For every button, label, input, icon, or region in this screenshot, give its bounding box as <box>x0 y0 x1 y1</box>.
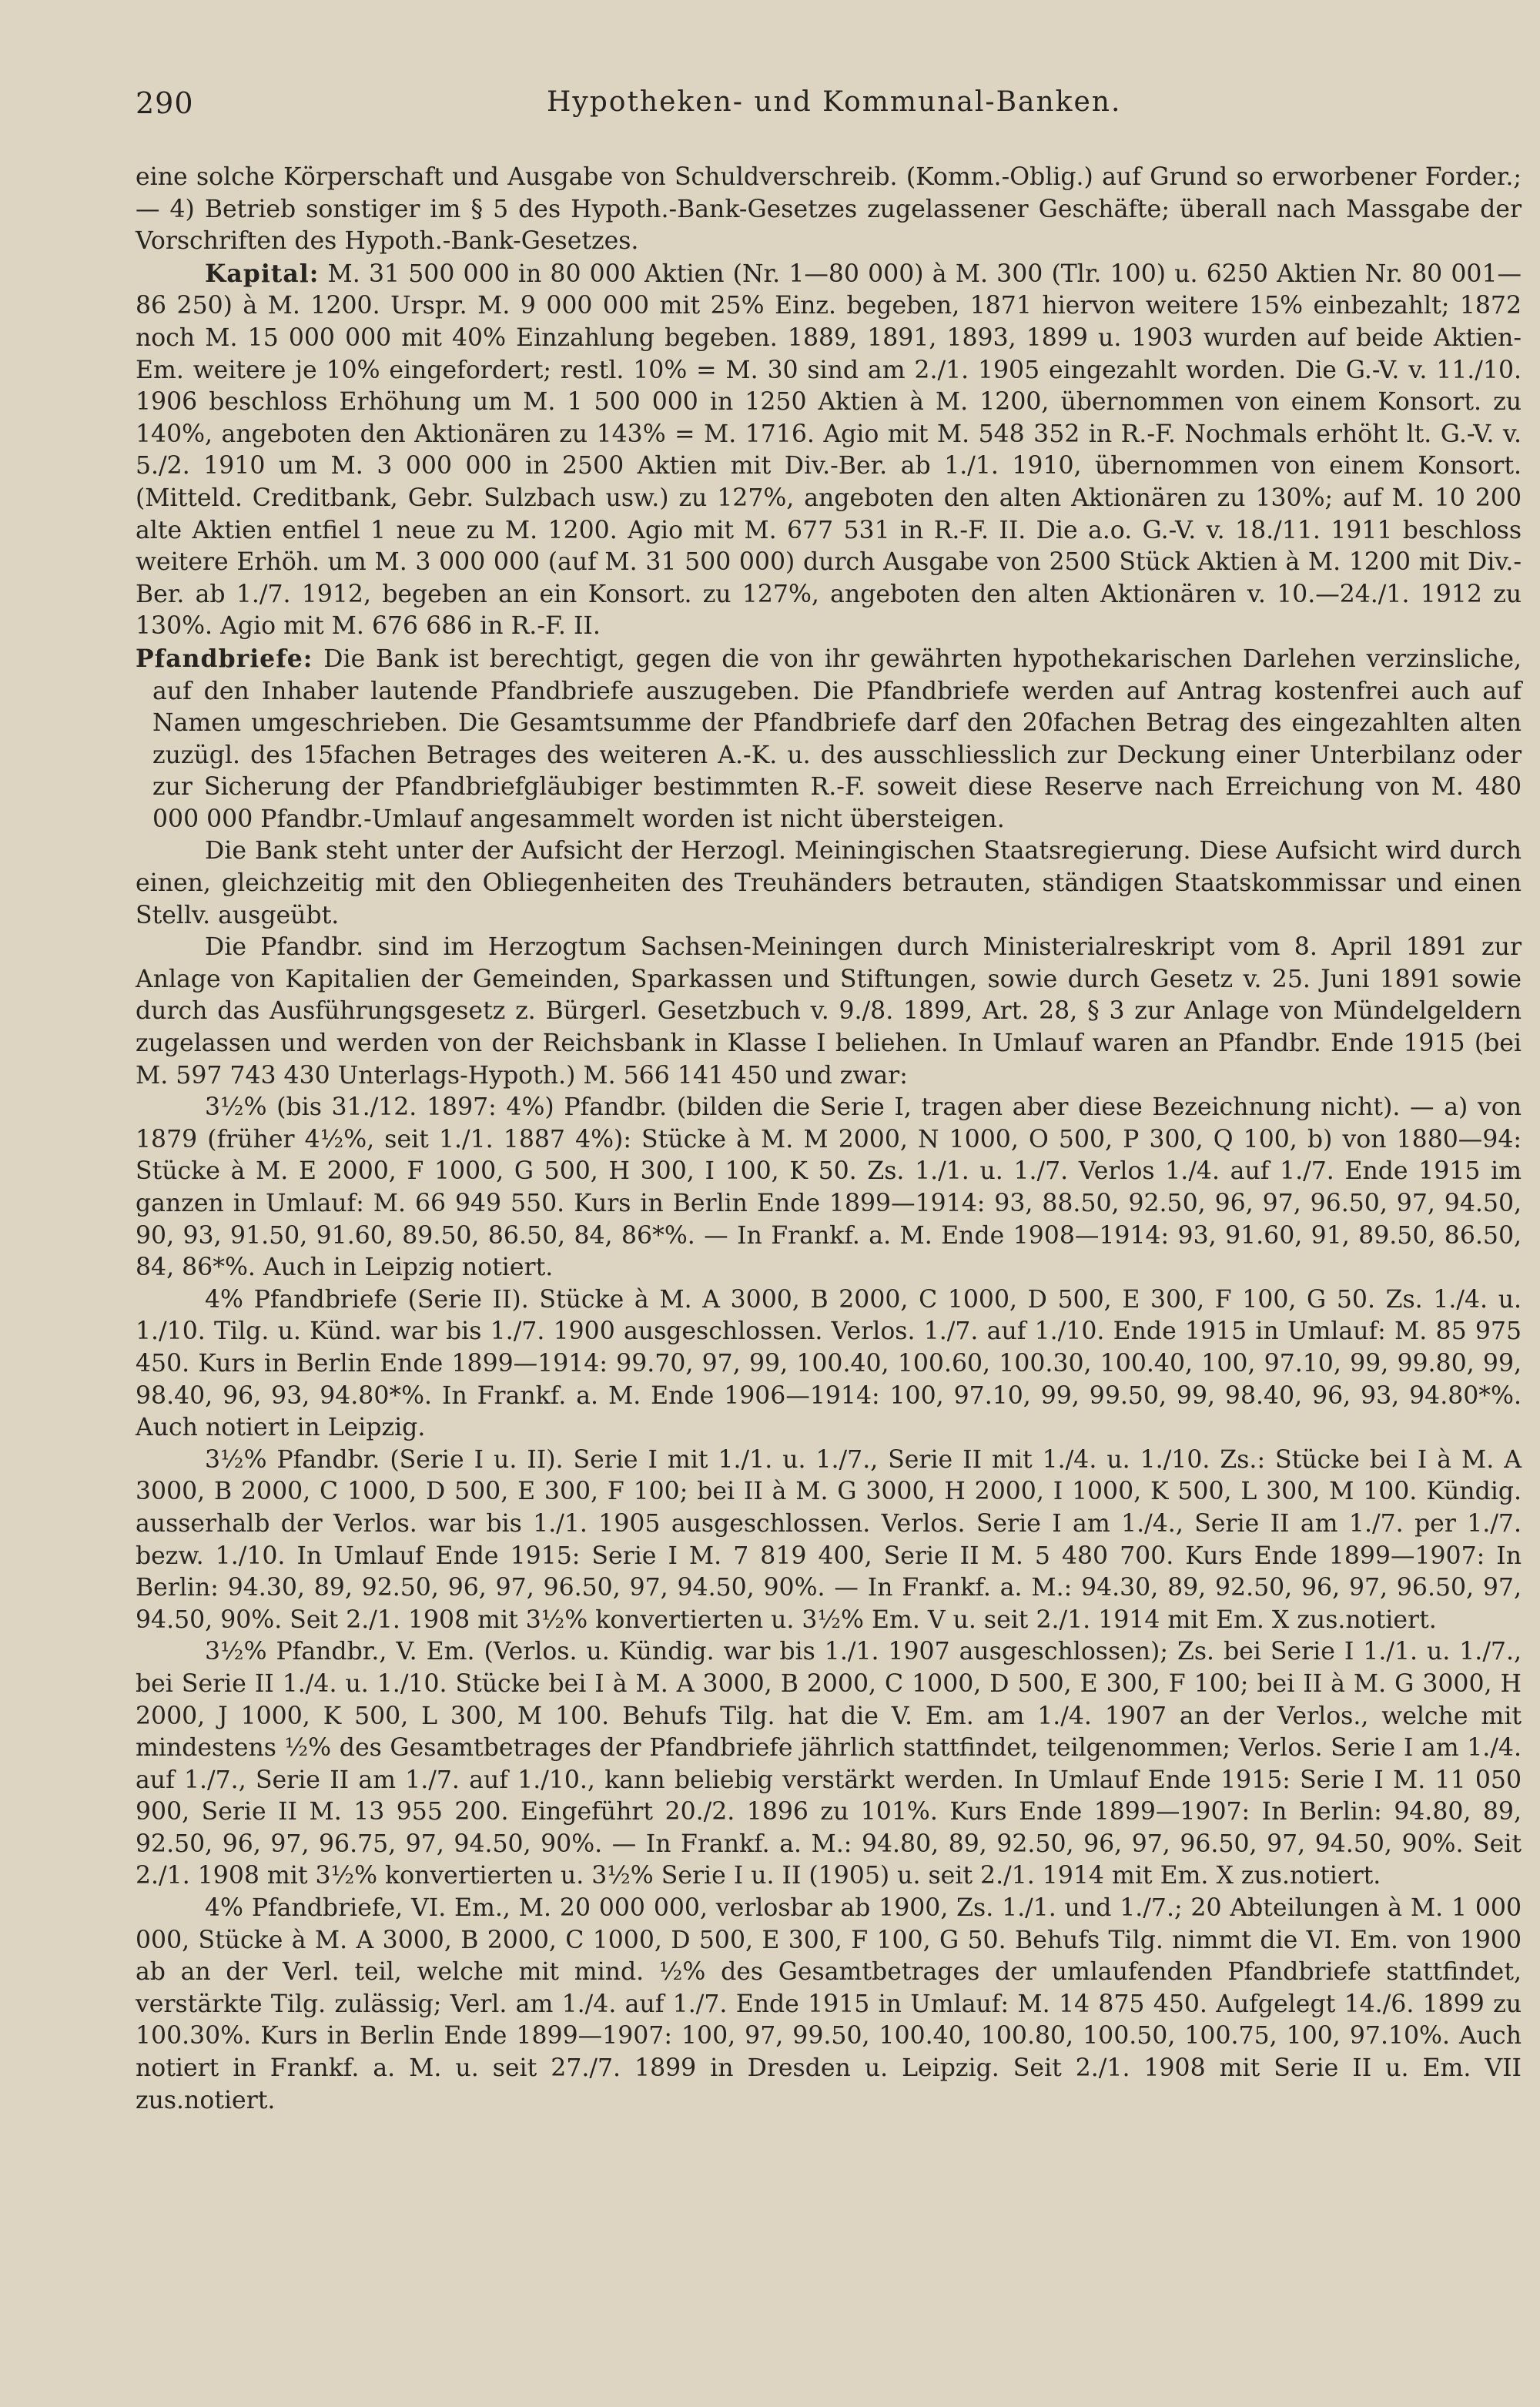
paragraph-text: 4% Pfandbriefe (Serie II). Stücke à M. A 3000, B 2000, C 1000, D 500, E 300, F 100, G 50. Zs. 1./4. u. 1./10. Tilg. u. Künd. war bis 1./7. 1900 ausgeschlossen. Verlos. 1./7. auf 1./10. Ende 1915 in Umlauf: M. 85 975 450. Kurs in Berlin Ende 1899—1914: 99.70, 97, 99, 100.40, 100.60, 100.30, 100.40, 100, 97.10, 99, 99.80, 99, 98.40, 96, 93, 94.80*%. In Frankf. a. M. Ende 1906—1914: 100, 97.10, 99, 99.50, 99, 98.40, 96, 93, 94.80*%. Auch notiert in Leipzig. <box>136 1285 1522 1442</box>
paragraph-em-vi <box>136 1893 1522 2117</box>
paragraph-text: Die Bank steht unter der Aufsicht der Herzogl. Meiningischen Staatsregierung. Diese Aufsicht wird durch einen, gleichzeitig mit den Obliegenheiten des Treuhänders betrauten, ständigen Staatskommissar und einen Stellv. ausgeübt. <box>136 837 1522 929</box>
paragraph-text: eine solche Körperschaft und Ausgabe von Schuldverschreib. (Komm.-Oblig.) auf Grund so erworbener Forder.; — 4) Betrieb sonstiger im § 5 des Hypoth.-Bank-Gesetzes zugelassener Geschäfte; überall nach Massgabe der Vorschriften des Hypoth.-Bank-Gesetzes. <box>136 163 1522 256</box>
paragraph-serie-i <box>136 1092 1522 1284</box>
paragraph-pfandbriefe <box>136 643 1522 836</box>
paragraph-text: M. 31 500 000 in 80 000 Aktien (Nr. 1—80 000) à M. 300 (Tlr. 100) u. 6250 Aktien Nr. 80 001—86 250) à M. 1200. Urspr. M. 9 000 000 mit 25% Einz. begeben, 1871 hiervon weitere 15% einbezahlt; 1872 noch M. 15 000 000 mit 40% Einzahlung begeben. 1889, 1891, 1893, 1899 u. 1903 wurden auf beide Aktien-Em. weitere je 10% eingefordert; restl. 10% = M. 30 sind am 2./1. 1905 eingezahlt worden. Die G.-V. v. 11./10. 1906 beschloss Erhöhung um M. 1 500 000 in 1250 Aktien à M. 1200, übernommen von einem Konsort. zu 140%, angeboten den Aktionären zu 143% = M. 1716. Agio mit M. 548 352 in R.-F. Nochmals erhöht lt. G.-V. v. 5./2. 1910 um M. 3 000 000 in 2500 Aktien mit Div.-Ber. ab 1./1. 1910, übernommen von einem Konsort. (Mitteld. Creditbank, Gebr. Sulzbach usw.) zu 127%, angeboten den alten Aktionären zu 130%; auf M. 10 200 alte Aktien entfiel 1 neue zu M. 1200. Agio mit M. 677 531 in R.-F. II. Die a.o. G.-V. v. 18./11. 1911 beschloss weitere Erhöh. um M. 3 000 000 (auf M. 31 500 000) durch Ausgabe von 2500 Stück Aktien à M. 1200 mit Div.-Ber. ab 1./7. 1912, begeben an ein Konsort. zu 127%, angeboten den alten Aktionären v. 10.—24./1. 1912 zu 130%. Agio mit M. 676 686 in R.-F. II. <box>136 259 1522 641</box>
paragraph-text: Die Bank ist berechtigt, gegen die von ihr gewährten hypothekarischen Darlehen verzinsliche, auf den Inhaber lautende Pfandbriefe auszugeben. Die Pfandbriefe werden auf Antrag kostenfrei auch auf Namen umgeschrieben. Die Gesamtsumme der Pfandbriefe darf den 20fachen Betrag des eingezahlten alten zuzügl. des 15fachen Betrages des weiteren A.-K. u. des ausschliesslich zur Deckung einer Unterbilanz oder zur Sicherung der Pfandbriefgläubiger bestimmten R.-F. soweit diese Reserve nach Erreichung von M. 480 000 000 Pfandbr.-Umlauf angesammelt worden ist nicht übersteigen. <box>152 644 1522 833</box>
paragraph-text: 3½% (bis 31./12. 1897: 4%) Pfandbr. (bilden die Serie I, tragen aber diese Bezeichnung nicht). — a) von 1879 (früher 4½%, seit 1./1. 1887 4%): Stücke à M. M 2000, N 1000, O 500, P 300, Q 100, b) von 1880—94: Stücke à M. E 2000, F 1000, G 500, H 300, I 100, K 50. Zs. 1./1. u. 1./7. Verlos 1./4. auf 1./7. Ende 1915 im ganzen in Umlauf: M. 66 949 550. Kurs in Berlin Ende 1899—1914: 93, 88.50, 92.50, 96, 97, 96.50, 97, 94.50, 90, 93, 91.50, 91.60, 89.50, 86.50, 84, 86*%. — In Frankf. a. M. Ende 1908—1914: 93, 91.60, 91, 89.50, 86.50, 84, 86*%. Auch in Leipzig notiert. <box>136 1093 1522 1282</box>
paragraph-intro <box>136 162 1522 258</box>
paragraph-serie-i-ii <box>136 1445 1522 1637</box>
paragraph-text: Die Pfandbr. sind im Herzogtum Sachsen-Meiningen durch Ministerialreskript vom 8. April 1891 zur Anlage von Kapitalien der Gemeinden, Sparkassen und Stiftungen, sowie durch Gesetz v. 25. Juni 1891 sowie durch das Ausführungsgesetz z. Bürgerl. Gesetzbuch v. 9./8. 1899, Art. 28, § 3 zur Anlage von Mündelgeldern zugelassen und werden von der Reichsbank in Klasse I beliehen. In Umlauf waren an Pfandbr. Ende 1915 (bei M. 597 743 430 Unterlags-Hypoth.) M. 566 141 450 und zwar: <box>136 933 1522 1090</box>
paragraph-zulassung <box>136 932 1522 1092</box>
page-header <box>136 86 1522 132</box>
page-number: 290 <box>136 86 194 120</box>
section-heading-kapital: Kapital: <box>205 259 320 288</box>
paragraph-kapital <box>136 258 1522 643</box>
paragraph-serie-ii <box>136 1284 1522 1445</box>
paragraph-text: 3½% Pfandbr., V. Em. (Verlos. u. Kündig. war bis 1./1. 1907 ausgeschlossen); Zs. bei Serie I 1./1. u. 1./7., bei Serie II 1./4. u. 1./10. Stücke bei I à M. A 3000, B 2000, C 1000, D 500, E 300, F 100; bei II à M. G 3000, H 2000, J 1000, K 500, L 300, M 100. Behufs Tilg. hat die V. Em. am 1./4. 1907 an der Verlos., welche mit mindestens ½% des Gesamtbetrages der Pfandbriefe jährlich stattfindet, teilgenommen; Verlos. Serie I am 1./4. auf 1./7., Serie II am 1./7. auf 1./10., kann beliebig verstärkt werden. In Umlauf Ende 1915: Serie I M. 11 050 900, Serie II M. 13 955 200. Eingeführt 20./2. 1896 zu 101%. Kurs Ende 1899—1907: In Berlin: 94.80, 89, 92.50, 96, 97, 96.75, 97, 94.50, 90%. — In Frankf. a. M.: 94.80, 89, 92.50, 96, 97, 96.50, 97, 94.50, 90%. Seit 2./1. 1908 mit 3½% konvertierten u. 3½% Serie I u. II (1905) u. seit 2./1. 1914 mit Em. X zus.notiert. <box>136 1638 1522 1890</box>
section-heading-pfandbriefe: Pfandbriefe: <box>136 644 313 673</box>
paragraph-text: 4% Pfandbriefe, VI. Em., M. 20 000 000, verlosbar ab 1900, Zs. 1./1. und 1./7.; 20 Abteilungen à M. 1 000 000, Stücke à M. A 3000, B 2000, C 1000, D 500, E 300, F 100, G 50. Behufs Tilg. nimmt die VI. Em. von 1900 ab an der Verl. teil, welche mit mind. ½% des Gesamtbetrages der umlaufenden Pfandbriefe stattfindet, verstärkte Tilg. zulässig; Verl. am 1./4. auf 1./7. Ende 1915 in Umlauf: M. 14 875 450. Aufgelegt 14./6. 1899 zu 100.30%. Kurs in Berlin Ende 1899—1907: 100, 97, 99.50, 100.40, 100.80, 100.50, 100.75, 100, 97.10%. Auch notiert in Frankf. a. M. u. seit 27./7. 1899 in Dresden u. Leipzig. Seit 2./1. 1908 mit Serie II u. Em. VII zus.notiert. <box>136 1894 1522 2114</box>
running-title: Hypotheken- und Kommunal-Banken. <box>547 86 1122 118</box>
paragraph-text: 3½% Pfandbr. (Serie I u. II). Serie I mit 1./1. u. 1./7., Serie II mit 1./4. u. 1./10. Zs.: Stücke bei I à M. A 3000, B 2000, C 1000, D 500, E 300, F 100; bei II à M. G 3000, H 2000, I 1000, K 500, L 300, M 100. Kündig. ausserhalb der Verlos. war bis 1./1. 1905 ausgeschlossen. Verlos. Serie I am 1./4., Serie II am 1./7. per 1./7. bezw. 1./10. In Umlauf Ende 1915: Serie I M. 7 819 400, Serie II M. 5 480 700. Kurs Ende 1899—1907: In Berlin: 94.30, 89, 92.50, 96, 97, 96.50, 97, 94.50, 90%. — In Frankf. a. M.: 94.30, 89, 92.50, 96, 97, 96.50, 97, 94.50, 90%. Seit 2./1. 1908 mit 3½% konvertierten u. 3½% Em. V u. seit 2./1. 1914 mit Em. X zus.notiert. <box>136 1445 1522 1634</box>
paragraph-em-v <box>136 1636 1522 1893</box>
body-text <box>136 162 1522 2117</box>
paragraph-aufsicht <box>136 835 1522 932</box>
